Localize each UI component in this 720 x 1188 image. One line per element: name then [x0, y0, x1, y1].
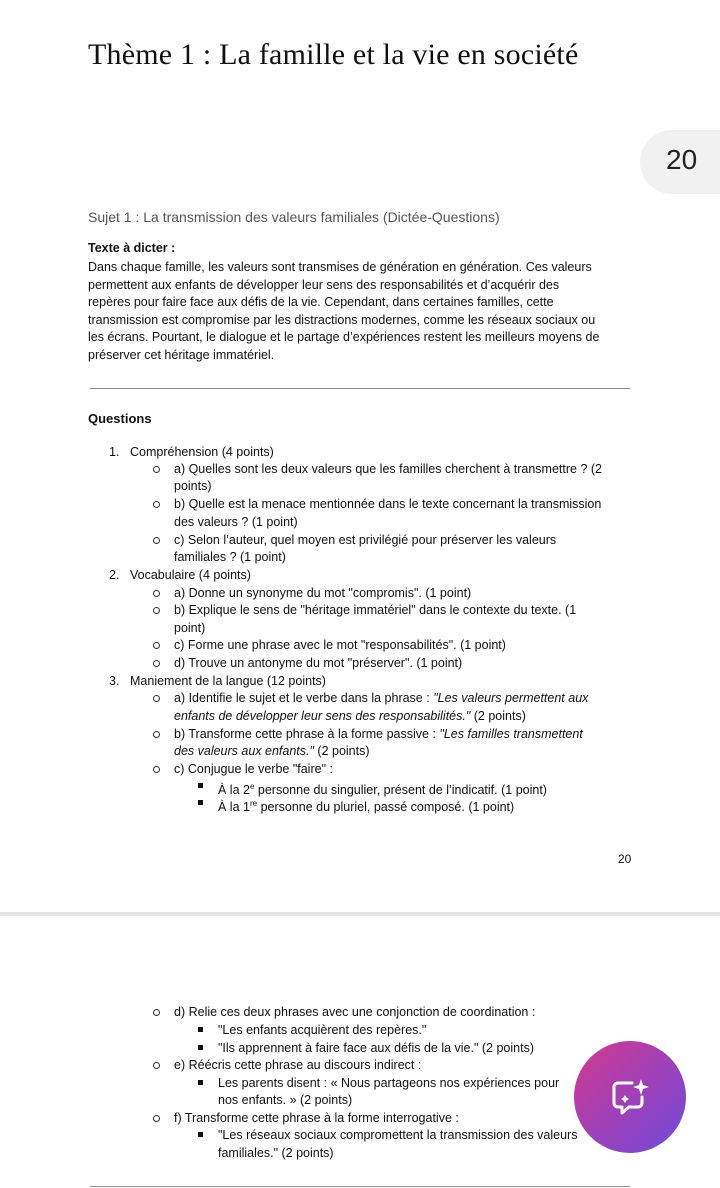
sub-item: Les parents disent : « Nous partageons nos expériences pour [218, 1076, 560, 1090]
question-item-continued [174, 709, 526, 724]
dictee-line: Dans chaque famille, les valeurs sont transmises de génération en génération. Ces valeurs [88, 260, 592, 274]
question-points: (2 points) [470, 709, 526, 723]
sub-item: "Les enfants acquièrent des repères." [218, 1023, 427, 1037]
question-title: Compréhension (4 points) [130, 445, 274, 459]
quoted-sentence: des valeurs aux enfants." [174, 744, 314, 758]
dictee-line: préserver cet héritage immatériel. [88, 347, 275, 362]
circle-bullet-icon [153, 607, 160, 614]
ai-sparkle-chat-icon [608, 1075, 652, 1119]
sub-item-text: À la 2 [218, 783, 250, 798]
square-bullet-icon [198, 1080, 203, 1085]
square-bullet-icon [198, 1045, 203, 1050]
question-points: (2 points) [313, 744, 370, 758]
horizontal-divider [90, 1186, 630, 1187]
sub-item-text: À la 1 [218, 800, 250, 815]
circle-bullet-icon [153, 1009, 160, 1016]
question-item-continued: familiales ? (1 point) [174, 550, 286, 564]
square-bullet-icon [198, 1132, 203, 1137]
question-item-continued: points) [174, 479, 212, 493]
sub-item: "Ils apprennent à faire face aux défis de la vie." (2 points) [218, 1041, 534, 1055]
square-bullet-icon [198, 783, 203, 788]
question-item: d) Relie ces deux phrases avec une conjonction de coordination : [174, 1005, 536, 1019]
circle-bullet-icon [153, 466, 160, 473]
question-item-continued: point) [174, 621, 206, 635]
circle-bullet-icon [153, 1115, 160, 1122]
question-item-continued [174, 744, 370, 759]
superscript: e [249, 782, 255, 791]
question-item: d) Trouve un antonyme du mot "préserver". (1 point) [174, 656, 463, 670]
circle-bullet-icon [153, 590, 160, 597]
question-number: 3. [109, 674, 120, 688]
dictee-line: permettent aux enfants de développer leur sens des responsabilités et d’acquérir des [88, 277, 560, 292]
question-item: c) Conjugue le verbe "faire" : [174, 762, 333, 776]
ai-assistant-button[interactable] [574, 1041, 686, 1153]
sub-item-continued: nos enfants. » (2 points) [218, 1093, 353, 1107]
sub-item-text: personne du singulier, présent de l’indicatif. (1 point) [254, 783, 547, 798]
quoted-sentence: "Les familles transmettent [439, 727, 583, 741]
question-item: b) Quelle est la menace mentionnée dans le texte concernant la transmission [174, 497, 602, 511]
circle-bullet-icon [153, 1062, 160, 1069]
question-title: Vocabulaire (4 points) [130, 568, 251, 582]
question-item [174, 691, 588, 706]
question-item-continued: des valeurs ? (1 point) [174, 515, 298, 529]
quoted-sentence: enfants de développer leur sens des responsabilités." [174, 709, 471, 723]
square-bullet-icon [198, 800, 203, 805]
question-item: f) Transforme cette phrase à la forme interrogative : [174, 1111, 459, 1125]
page-title: Thème 1 : La famille et la vie en société [88, 38, 579, 71]
question-item [174, 727, 583, 742]
sub-item-continued: familiales." (2 points) [218, 1146, 334, 1160]
page-footer-number: 20 [618, 852, 632, 866]
dictee-line: les écrans. Pourtant, le dialogue et le partage d’expériences restent les meilleurs moyens de [88, 330, 600, 345]
circle-bullet-icon [153, 642, 160, 649]
question-title: Maniement de la langue (12 points) [130, 674, 326, 688]
page-number-badge [640, 130, 720, 194]
question-item: b) Explique le sens de "héritage immatériel" dans le contexte du texte. (1 [174, 603, 577, 617]
question-number: 2. [109, 568, 120, 582]
page-number-badge-label: 20 [666, 144, 698, 175]
dictee-line: repères pour faire face aux défis de la vie. Cependant, dans certaines familles, cette [88, 295, 554, 310]
dictee-label: Texte à dicter : [88, 241, 176, 255]
subject-heading: Sujet 1 : La transmission des valeurs familiales (Dictée-Questions) [88, 209, 500, 225]
question-number: 1. [109, 445, 120, 459]
circle-bullet-icon [153, 537, 160, 544]
dictee-text [88, 259, 634, 365]
question-item: e) Réécris cette phrase au discours indirect : [174, 1058, 422, 1072]
dictee-line: transmission est compromise par les distractions modernes, comme les réseaux sociaux ou [88, 312, 596, 327]
sub-item-text: personne du pluriel, passé composé. (1 point) [257, 800, 515, 815]
question-item: c) Forme une phrase avec le mot "responsabilités". (1 point) [174, 638, 506, 652]
sub-item: "Les réseaux sociaux compromettent la transmission des valeurs [218, 1128, 578, 1142]
horizontal-divider [90, 388, 630, 389]
circle-bullet-icon [153, 501, 160, 508]
question-item: a) Quelles sont les deux valeurs que les familles cherchent à transmettre ? (2 [174, 462, 602, 476]
questions-heading: Questions [88, 411, 152, 426]
circle-bullet-icon [153, 660, 160, 667]
sub-item [218, 796, 514, 815]
question-item: c) Selon l’auteur, quel moyen est privilégié pour préserver les valeurs [174, 533, 557, 547]
superscript: re [249, 799, 258, 808]
page-break [0, 912, 720, 916]
quoted-sentence: "Les valeurs permettent aux [433, 691, 589, 705]
question-item-text: b) Transforme cette phrase à la forme passive : [174, 727, 440, 741]
question-item-text: a) Identifie le sujet et le verbe dans la phrase : [174, 691, 434, 705]
circle-bullet-icon [153, 695, 160, 702]
question-item: a) Donne un synonyme du mot "compromis". (1 point) [174, 586, 472, 600]
circle-bullet-icon [153, 731, 160, 738]
circle-bullet-icon [153, 766, 160, 773]
square-bullet-icon [198, 1027, 203, 1032]
